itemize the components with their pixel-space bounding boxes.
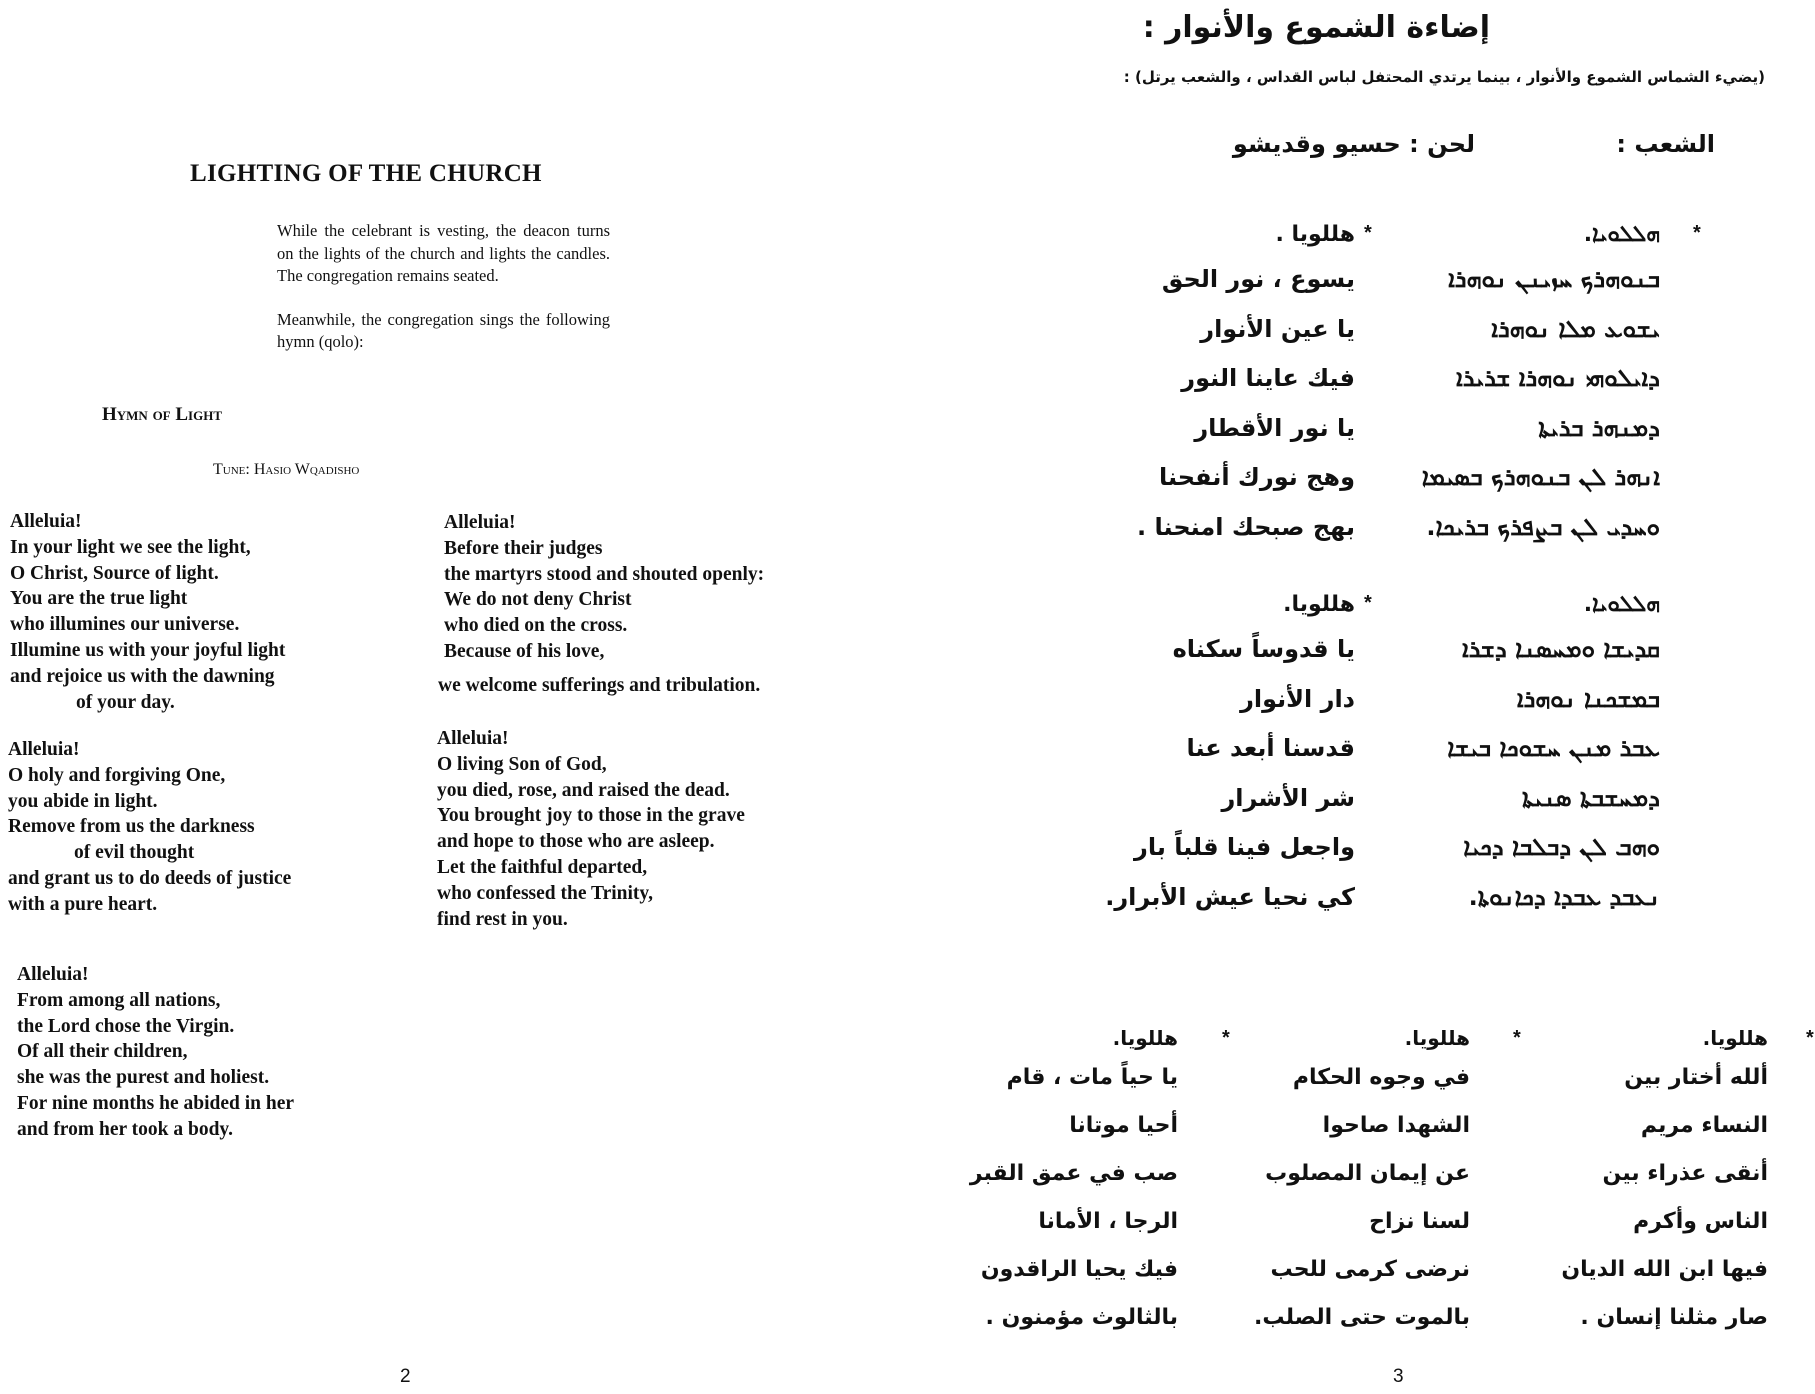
arabic-refrain: هللويا.: [1702, 1026, 1768, 1050]
arabic-line: يا عين الأنوار: [1200, 314, 1355, 343]
arabic-line: يا قدوساً سكناه: [1172, 635, 1355, 663]
arabic-line: فيك عاينا النور: [1181, 364, 1355, 392]
arabic-refrain: هللويا.: [1283, 592, 1355, 617]
stanza-line: Let the faithful departed,: [437, 856, 648, 878]
arabic-line: وهج نورك أنفحنا: [1158, 463, 1355, 491]
stanza-line: Because of his love,: [444, 640, 605, 662]
arabic-stanza-1: [1137, 215, 1355, 552]
syriac-line: ܕܐܝܠܘܗܝ ܢܘܗܪܐ ܫܪܝܪܐ: [1455, 364, 1660, 392]
arabic-line: الشهدا صاحوا: [1322, 1113, 1470, 1138]
syriac-line: ܝܫܘܥ ܡܠܐ ܢܘܗܪܐ: [1491, 314, 1660, 343]
arabic-line: واجعل فينا قلباً بار: [1134, 833, 1355, 861]
stanza-line: you abide in light.: [8, 790, 158, 812]
stanza-line: find rest in you.: [437, 908, 568, 930]
syriac-line: ܘܚܕܝ ܠܢ ܒܨܦܪܟ ܒܪܝܟܐ.: [1426, 512, 1660, 541]
arabic-line: بهج صبحك امنحنا .: [1137, 512, 1355, 541]
asterisk-marker: *: [1364, 592, 1372, 614]
stanza-line: We do not deny Christ: [444, 589, 632, 611]
tune-label: Tune: Hasio Wqadisho: [213, 461, 360, 478]
rubric-instructions: [277, 220, 610, 375]
arabic-rubric: (يضيء الشماس الشموع والأنوار ، بينما يرتدي المحتفل لباس القداس ، والشعب يرتل) :: [1123, 68, 1765, 86]
asterisk-marker: *: [1806, 1027, 1814, 1049]
arabic-line: بالثالوث مؤمنون .: [985, 1305, 1178, 1330]
page-number: 3: [1393, 1366, 1404, 1387]
stanza-line: and grant us to do deeds of justice: [8, 867, 292, 889]
asterisk-marker: *: [1513, 1027, 1521, 1049]
stanza-line: we welcome sufferings and tribulation.: [438, 674, 761, 696]
arabic-congregation-label: الشعب :: [1616, 130, 1715, 158]
syriac-line: ܩܕܝܫܐ ܘܡܚܣܢܐ ܕܫܪܐ: [1461, 635, 1660, 663]
page-title: LIGHTING OF THE CHURCH: [190, 160, 542, 187]
stanza-line: and from her took a body.: [17, 1118, 233, 1140]
arabic-refrain: هللويا.: [1112, 1026, 1178, 1050]
arabic-line: شر الأشرار: [1221, 783, 1355, 812]
syriac-line: ܒܢܘܗܪܟ ܚܙܝܢܢ ܢܘܗܪܐ: [1448, 265, 1660, 293]
hymn-stanza-2: [8, 737, 291, 918]
stanza-line: In your light we see the light,: [10, 536, 251, 558]
syriac-line: ܐܢܗܪ ܠܢ ܒܢܘܗܪܟ ܒܣܝܡܐ: [1421, 463, 1660, 491]
arabic-line: لسنا نزاح: [1369, 1209, 1470, 1234]
stanza-line: and hope to those who are asleep.: [437, 831, 715, 853]
arabic-section-title: إضاءة الشموع والأنوار :: [1142, 10, 1490, 45]
arabic-tune-label: لحن : حسيو وقديشو: [1232, 130, 1475, 158]
arabic-stanza-5: [970, 1022, 1178, 1342]
arabic-line: يسوع ، نور الحق: [1161, 265, 1355, 293]
stanza-line: you died, rose, and raised the dead.: [437, 779, 730, 801]
arabic-line: بالموت حتى الصلب.: [1254, 1305, 1470, 1330]
stanza-line: and rejoice us with the dawning: [10, 665, 275, 687]
stanza-line: the Lord chose the Virgin.: [17, 1015, 235, 1037]
stanza-line: who illumines our universe.: [10, 614, 240, 636]
arabic-refrain: هللويا.: [1404, 1026, 1470, 1050]
stanza-line: Illumine us with your joyful light: [10, 639, 286, 661]
stanza-line: From among all nations,: [17, 989, 221, 1011]
arabic-line: أحيا موتانا: [1069, 1113, 1178, 1138]
stanza-line: Alleluia!: [437, 728, 509, 749]
stanza-line: Alleluia!: [444, 512, 516, 533]
arabic-line: الناس وأكرم: [1633, 1209, 1768, 1234]
arabic-line: أنقى عذراء بين: [1602, 1161, 1768, 1186]
arabic-line: دار الأنوار: [1240, 684, 1355, 713]
hymn-stanza-1: [10, 509, 285, 715]
arabic-stanza-2: [1105, 585, 1355, 922]
arabic-line: كي نحيا عيش الأبرار.: [1105, 882, 1355, 911]
arabic-line: يا حياً مات ، قام: [1006, 1065, 1178, 1090]
syriac-line: ܥܒܪ ܡܢܢ ܚܫܘܟܐ ܒܝܫܐ: [1447, 734, 1660, 762]
stanza-line: O holy and forgiving One,: [8, 764, 226, 786]
stanza-line: of evil thought: [74, 842, 195, 864]
syriac-line: ܢܥܒܕ ܥܒܕܐ ܕܟܐܢܘܬܐ.: [1468, 882, 1660, 911]
arabic-stanza-4: [1254, 1022, 1470, 1342]
hymn-stanza-4: [438, 510, 765, 699]
stanza-line: You are the true light: [10, 588, 188, 610]
rubric-paragraph: Meanwhile, the congregation sings the following hymn (qolo):: [277, 309, 610, 351]
syriac-refrain: ܗܠܠܘܝܐ.: [1583, 592, 1660, 617]
rubric-paragraph: While the celebrant is vesting, the deacon turns on the lights of the church and lights the candles. The congregation remains seated.: [277, 221, 610, 285]
arabic-line: الرجا ، الأمانا: [1038, 1209, 1178, 1234]
arabic-refrain: هللويا .: [1275, 222, 1355, 247]
stanza-line: You brought joy to those in the grave: [437, 805, 745, 827]
arabic-line: في وجوه الحكام: [1292, 1065, 1470, 1090]
asterisk-marker: *: [1364, 222, 1372, 244]
arabic-stanza-3: [1561, 1022, 1768, 1342]
asterisk-marker: *: [1693, 222, 1701, 244]
stanza-line: O living Son of God,: [437, 753, 607, 775]
stanza-line: who confessed the Trinity,: [437, 882, 653, 904]
syriac-line: ܒܡܫܟܢܐ ܢܘܗܪܐ: [1516, 684, 1660, 713]
hymn-stanza-5: [437, 726, 745, 932]
arabic-line: صب في عمق القبر: [969, 1161, 1178, 1186]
arabic-line: يا نور الأقطار: [1194, 413, 1355, 442]
arabic-line: صار مثلنا إنسان .: [1580, 1305, 1768, 1330]
stanza-line: Alleluia!: [17, 964, 89, 985]
stanza-line: Before their judges: [444, 537, 603, 559]
syriac-line: ܕܡܚܫܒܬܐ ܣܢܝܬܐ: [1522, 783, 1660, 812]
syriac-line: ܘܗܒ ܠܢ ܕܒܠܒܐ ܕܟܝܐ: [1463, 833, 1660, 861]
page-number: 2: [400, 1366, 411, 1387]
stanza-line: she was the purest and holiest.: [17, 1067, 270, 1089]
arabic-line: فيك يحيا الراقدون: [980, 1257, 1178, 1282]
hymn-title: Hymn of Light: [102, 404, 223, 425]
stanza-line: Of all their children,: [17, 1041, 188, 1063]
stanza-line: O Christ, Source of light.: [10, 562, 219, 584]
stanza-line: who died on the cross.: [444, 615, 628, 637]
syriac-refrain: ܗܠܠܘܝܐ.: [1583, 222, 1660, 247]
stanza-line: the martyrs stood and shouted openly:: [444, 563, 765, 585]
stanza-line: with a pure heart.: [8, 893, 158, 915]
arabic-line: نرضى كرمى للحب: [1270, 1257, 1470, 1282]
arabic-line: ألله أختار بين: [1624, 1065, 1768, 1090]
syriac-stanza-1: [1422, 215, 1660, 552]
arabic-line: عن إيمان المصلوب: [1265, 1161, 1470, 1186]
stanza-line: Remove from us the darkness: [8, 816, 255, 838]
stanza-line: For nine months he abided in her: [17, 1092, 295, 1114]
asterisk-marker: *: [1222, 1027, 1230, 1049]
syriac-line: ܕܡܢܗܪ ܒܪܝܬܐ: [1538, 413, 1660, 442]
arabic-line: فيها ابن الله الديان: [1561, 1257, 1768, 1282]
stanza-line: Alleluia!: [8, 739, 80, 760]
hymn-stanza-3: [17, 962, 294, 1143]
syriac-stanza-2: [1447, 585, 1660, 922]
stanza-line: of your day.: [76, 691, 175, 713]
arabic-line: النساء مريم: [1640, 1113, 1768, 1138]
arabic-line: قدسنا أبعد عنا: [1186, 734, 1355, 762]
stanza-line: Alleluia!: [10, 511, 82, 532]
